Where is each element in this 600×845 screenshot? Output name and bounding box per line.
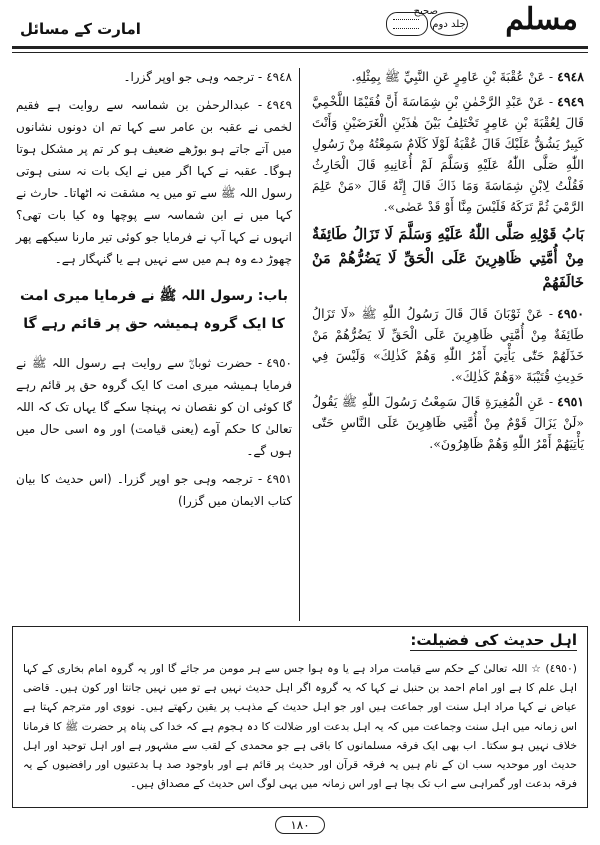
commentary-text: (٤٩٥٠) ☆ اللہ تعالیٰ کے حکم سے قیامت مراد ہے یا وہ ہوا جس سے ہر مومن مر جائے گا اور یہ گروہ امام بخاری کے کہا اہل علم کا ہے اور امام احمد بن حنبل نے کہا کہ یہ گروہ اگر اہل حدیث نہیں ہے تو میں نہیں جانتا اور کون ہیں۔ قاضی عیاض نے کہا مراد اہل سنت اور جماعت ہیں اور جو اہل حدیث کے مذہب پر یقین رکھتے ہیں۔ نووی اور مترجم کہتا ہے اس زمانہ میں اہل سنت وجماعت میں کہ یہ اہل بدعت اور ضلالت کا دہ ہجوم ہے کہ خدا کی پناہ پر حضرت ﷺ کا فرمانا خلاف نہیں ہو سکتا۔ اب بھی ایک فرقہ مسلمانوں کا باقی ہے جو محمدی کے لقب سے مشہور ہے اور اہل توحید اور اہل حدیث اور موحدیہ سب ان کے نام ہیں یہ فرقہ قرآن اور حدیث پر قائم ہے اور باوجود صد ہا بدعتیوں اور رافضیوں کے یہ فرقہ بدعت اور گمراہی سے اب تک بچا ہے اور اس زمانہ میں یہی لوگ اس حدیث کے مصداق ہیں۔ bbox=[23, 662, 577, 791]
book-qualifier: صحیح bbox=[413, 6, 438, 17]
hadith-text: - عَنْ عَبْدِ الرَّحْمٰنِ بْنِ شِمَاسَةَ أَنَّ فُقَيْمًا اللَّخْمِيَّ قَالَ لِعُقْبَةَ بْنِ عَامِرٍ تَخْتَلِفُ بَيْنَ هٰذَيْنِ الْغَرَضَيْنِ وَأَنْتَ كَبِيرٌ يَشُقُّ عَلَيْكَ قَالَ عُقْبَةُ لَوْلَا كَلَامٌ سَمِعْتُهُ مِنْ رَسُولِ اللّٰهِ صَلَّى اللّٰهُ عَلَيْهِ وَسَلَّمَ لَمْ أُعَانِيهِ قَالَ الْحَارِثُ فَقُلْتُ لِابْنِ شِمَاسَةَ وَمَا ذَاكَ قَالَ إِنَّهُ قَالَ «مَنْ عَلِمَ الرَّمْيَ ثُمَّ تَرَكَهُ فَلَيْسَ مِنَّا أَوْ قَدْ عَصٰى». bbox=[312, 94, 584, 214]
hadith-number: ٤٩٤٩ bbox=[266, 98, 292, 112]
hadith-arabic bbox=[312, 303, 584, 387]
page-number: ١٨٠ bbox=[275, 816, 324, 834]
chapter-heading-urdu: باب: رسول اللہ ﷺ نے فرمایا میری امت کا ایک گروہ ہمیشہ حق پر قائم رہے گا bbox=[20, 288, 288, 332]
hadith-text: - عَنْ عُقْبَةَ بْنِ عَامِرٍ عَنِ النَّبِيِّ ﷺ بِمِثْلِهِ. bbox=[351, 69, 554, 84]
translation-paragraph bbox=[16, 468, 292, 512]
page-number-footer bbox=[12, 814, 588, 834]
column-divider bbox=[299, 68, 300, 621]
chapter-heading-arabic: بَابُ قَوْلِهِ صَلَّى اللّٰهُ عَلَيْهِ وَسَلَّمَ لَا تَزَالُ طَائِفَةٌ مِنْ أُمَّتِي ظَاهِرِينَ عَلَى الْحَقِّ لَا يَضُرُّهُمْ مَنْ خَالَفَهُمْ bbox=[312, 226, 584, 291]
hadith-number: ٤٩٥١ bbox=[557, 394, 584, 409]
hadith-text: - عَنِ الْمُغِيرَةِ قَالَ سَمِعْتُ رَسُولَ اللّٰهِ ﷺ يَقُولُ «لَنْ يَزَالَ قَوْمٌ مِنْ أُمَّتِي ظَاهِرِينَ عَلَى النَّاسِ حَتّٰى يَأْتِيَهُمْ أَمْرُ اللّٰهِ وَهُمْ ظَاهِرُونَ». bbox=[312, 394, 584, 451]
hadith-arabic bbox=[312, 66, 584, 87]
translation-paragraph bbox=[16, 94, 292, 270]
translation-paragraph bbox=[16, 66, 292, 88]
hadith-number: ٤٩٤٨ bbox=[266, 70, 292, 84]
hadith-number: ٤٩٥١ bbox=[266, 472, 292, 486]
hadith-text: - عَنْ ثَوْبَانَ قَالَ قَالَ رَسُولُ اللّٰهِ ﷺ «لَا تَزَالُ طَائِفَةٌ مِنْ أُمَّتِي ظَاهِرِينَ عَلَى الْحَقِّ لَا يَضُرُّهُمْ مَنْ خَذَلَهُمْ حَتّٰى يَأْتِيَ أَمْرُ اللّٰهِ وَهُمْ كَذٰلِكَ» وَلَيْسَ فِي حَدِيثِ قُتَيْبَةَ «وَهُمْ كَذٰلِكَ». bbox=[312, 306, 584, 384]
hadith-number: ٤٩٥٠ bbox=[557, 306, 584, 321]
translation-paragraph bbox=[16, 352, 292, 462]
arabic-column bbox=[312, 66, 584, 458]
translation-text: - ترجمہ وہی جو اوپر گزرا۔ (اس حدیث کا بیان کتاب الایمان میں گزرا) bbox=[16, 472, 292, 508]
page-header bbox=[12, 2, 588, 58]
running-head: امارت کے مسائل bbox=[20, 20, 141, 38]
hadith-number: ٤٩٤٩ bbox=[557, 94, 584, 109]
header-rule-thin bbox=[12, 52, 588, 53]
hadith-arabic bbox=[312, 391, 584, 454]
translation-text: - ترجمہ وہی جو اوپر گزرا۔ bbox=[123, 70, 263, 84]
urdu-column bbox=[16, 66, 292, 518]
translation-text: - حضرت ثوبانؓ سے روایت ہے رسول اللہ ﷺ نے فرمایا ہمیشہ میری امت کا ایک گروہ حق پر قائم رہے گا کوئی ان کو نقصان نہ پہنچا سکے گا یہاں تک کہ اللہ تعالیٰ کا حکم آوے (یعنی قیامت) اور وہ اسی حال میں ہوں گے۔ bbox=[16, 356, 292, 458]
commentary-title: اہل حدیث کی فضیلت: bbox=[410, 631, 577, 649]
hadith-number: ٤٩٤٨ bbox=[557, 69, 584, 84]
header-rule bbox=[12, 46, 588, 49]
book-title: مسلم bbox=[505, 2, 578, 37]
volume-badge: جلد دوم bbox=[430, 12, 468, 36]
page bbox=[12, 2, 588, 838]
commentary-box bbox=[12, 626, 588, 808]
hadith-arabic bbox=[312, 91, 584, 217]
translation-text: - عبدالرحمٰن بن شماسہ سے روایت ہے فقیم لخمی نے عقبہ بن عامر سے کہا تم ان دونوں نشانوں میں آتے جاتے ہو بوڑھے ضعیف ہو کر تم پر مشکل ہوتا ہوگا۔ عقبہ نے کہا اگر میں نے ایک بات نہ سنی ہوتی رسول اللہ ﷺ سے تو میں یہ مشقت نہ اٹھاتا۔ حارث نے کہا میں نے ابن شماسہ سے پوچھا وہ کیا بات تھی؟ انہوں نے کہا آپ نے فرمایا جو کوئی تیر مارنا سیکھے پھر چھوڑ دے وہ ہم میں سے نہیں ہے یا گنہگار ہے۔ bbox=[16, 98, 292, 266]
hadith-number: ٤٩٥٠ bbox=[266, 356, 292, 370]
